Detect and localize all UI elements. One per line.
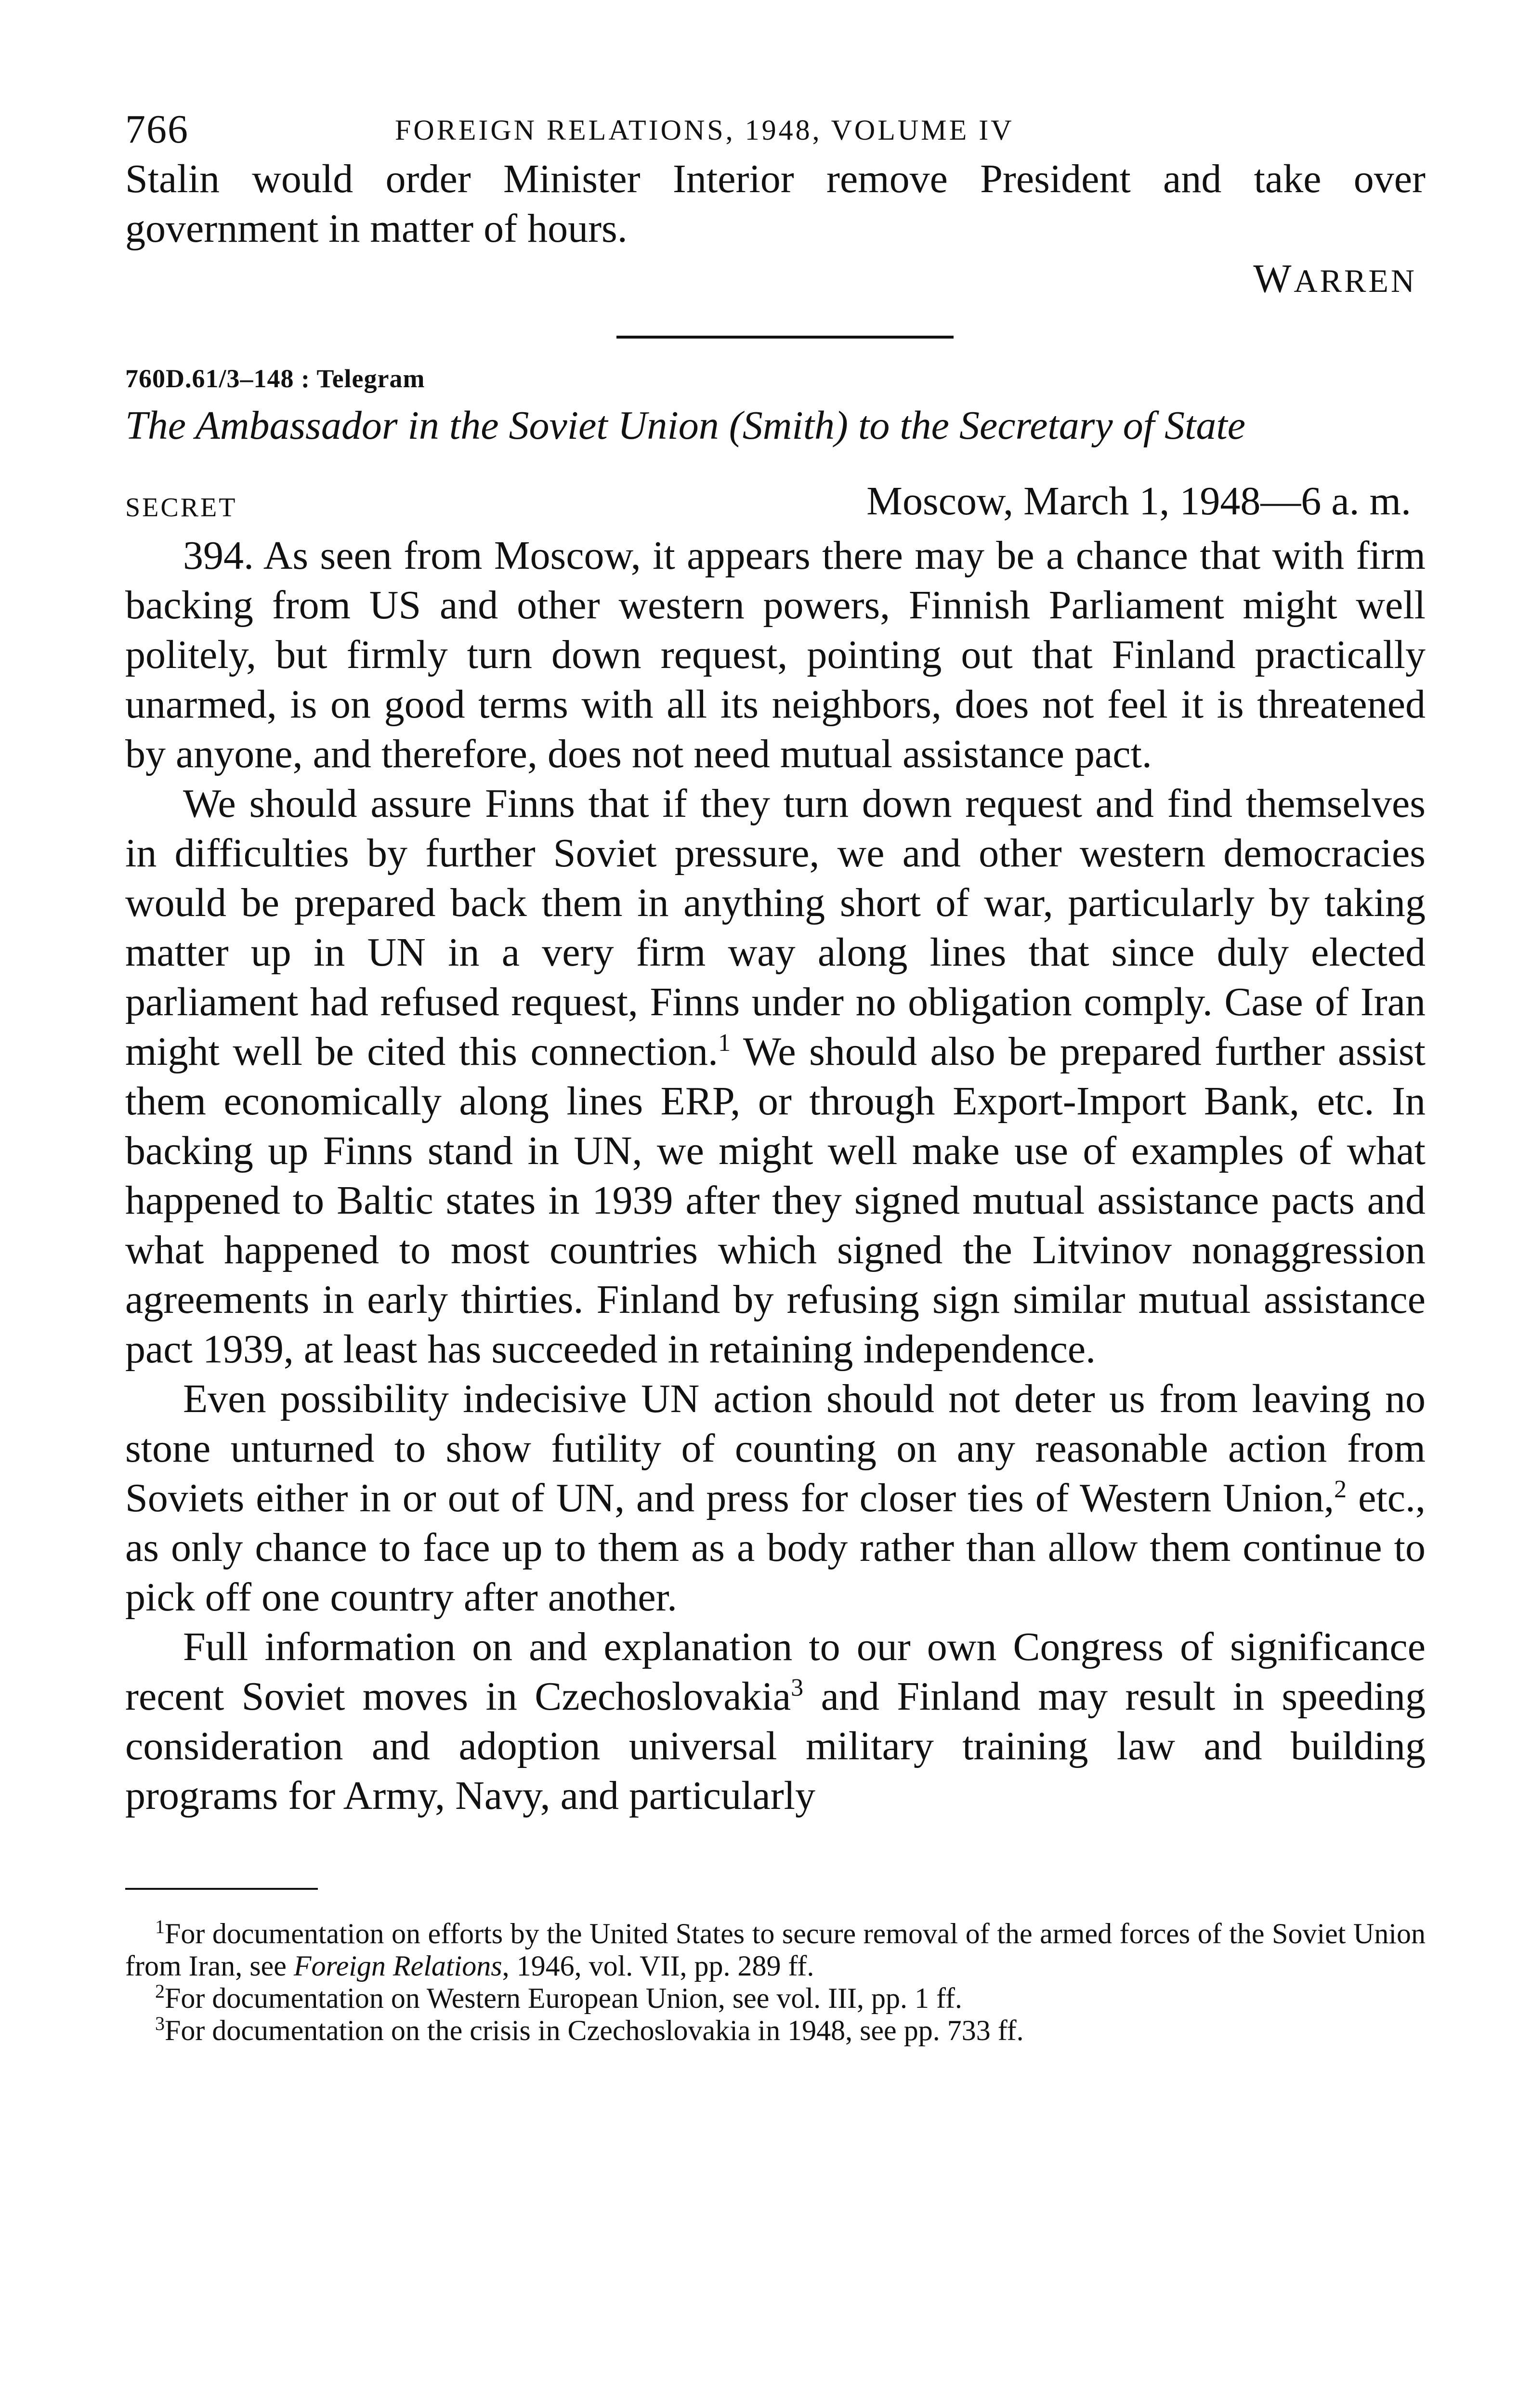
- footnotes: [125, 1918, 1426, 2047]
- footnote-2-text: For documentation on Western European Union, see vol. III, pp. 1 ff.: [165, 1982, 962, 2014]
- footnote-2: [125, 1982, 1426, 2015]
- page-number: 766: [125, 107, 189, 152]
- document-separator-rule: [616, 336, 954, 339]
- telegram-body: [125, 531, 1426, 1820]
- dateline: [125, 478, 1426, 531]
- footnote-ref-3: 3: [791, 1674, 804, 1701]
- running-head: [125, 101, 1426, 154]
- document-heading: The Ambassador in the Soviet Union (Smith) to the Secretary of State: [125, 403, 1245, 448]
- place-and-date: Moscow, March 1, 1948—6 a. m.: [866, 479, 1411, 523]
- footnote-rule: [125, 1888, 318, 1890]
- signature-initial: W: [1253, 256, 1294, 301]
- footnote-3-number: 3: [155, 2013, 165, 2034]
- file-reference: 760D.61/3–148 : Telegram: [125, 364, 425, 393]
- signature-rest: ARREN: [1294, 262, 1417, 299]
- paragraph-4-part-b: and Finland may result in speeding consideration and adoption universal military training law and building programs for Army, Navy, and particularly: [125, 1674, 1426, 1818]
- paragraph-1: 394. As seen from Moscow, it appears there may be a chance that with firm backing from US and other western powers, Finnish Parliament might well politely, but firmly turn down request, pointing out that Finland practically unarmed, is on good terms with all its neighbors, does not feel it is threatened by anyone, and therefore, does not need mutual assistance pact.: [125, 533, 1426, 776]
- series-title: FOREIGN RELATIONS, 1948, VOLUME IV: [395, 114, 1014, 146]
- paragraph-4-part-a: Full information on and explanation to our own Congress of significance recent Soviet moves in Czechoslovakia: [125, 1624, 1426, 1719]
- paragraph-3-part-b: etc., as only chance to face up to them as a body rather than allow them continue to pick off one country after another.: [125, 1476, 1426, 1620]
- classification-label: SECRET: [125, 493, 237, 523]
- document-page: [125, 101, 1426, 2047]
- footnote-1-text-b: , 1946, vol. VII, pp. 289 ff.: [502, 1950, 814, 1982]
- footnote-3-text: For documentation on the crisis in Czechoslovakia in 1948, see pp. 733 ff.: [165, 2015, 1024, 2046]
- footnote-1-number: 1: [155, 1916, 165, 1937]
- paragraph-3: [125, 1374, 1426, 1622]
- previous-document-closing-text: Stalin would order Minister Interior remove President and take over government in matter of hours.: [125, 157, 1426, 251]
- footnote-1: [125, 1918, 1426, 1982]
- footnote-1-text-a: For documentation on efforts by the United States to secure removal of the armed forces of the Soviet Union from Iran, see: [125, 1918, 1426, 1982]
- footnote-ref-1: 1: [718, 1029, 731, 1057]
- paragraph-3-part-a: Even possibility indecisive UN action should not deter us from leaving no stone unturned to show futility of counting on any reasonable action from Soviets either in or out of UN, and press for closer ties of Western Union,: [125, 1376, 1426, 1520]
- signature-warren: [125, 255, 1426, 302]
- footnote-ref-2: 2: [1334, 1476, 1347, 1503]
- footnote-1-italic-title: Foreign Relations: [293, 1950, 502, 1982]
- footnote-3: [125, 2015, 1426, 2047]
- paragraph-4: [125, 1622, 1426, 1820]
- paragraph-2-part-a: We should assure Finns that if they turn down request and find themselves in difficulties by further Soviet pressure, we and other western democracies would be prepared back them in anything short of war, particularly by taking matter up in UN in a very firm way along lines that since duly elected parliament had refused request, Finns under no obligation comply. Case of Iran might well be cited this connection.: [125, 781, 1426, 1074]
- paragraph-2-part-b: We should also be prepared further assist them economically along lines ERP, or through Export-Import Bank, etc. In backing up Finns stand in UN, we might well make use of examples of what happened to Baltic states in 1939 after they signed mutual assistance pacts and what happened to most countries which signed the Litvinov nonaggression agreements in early thirties. Finland by refusing sign similar mutual assistance pact 1939, at least has succeeded in retaining independence.: [125, 1029, 1426, 1372]
- footnote-2-number: 2: [155, 1980, 165, 2002]
- paragraph-2: [125, 779, 1426, 1374]
